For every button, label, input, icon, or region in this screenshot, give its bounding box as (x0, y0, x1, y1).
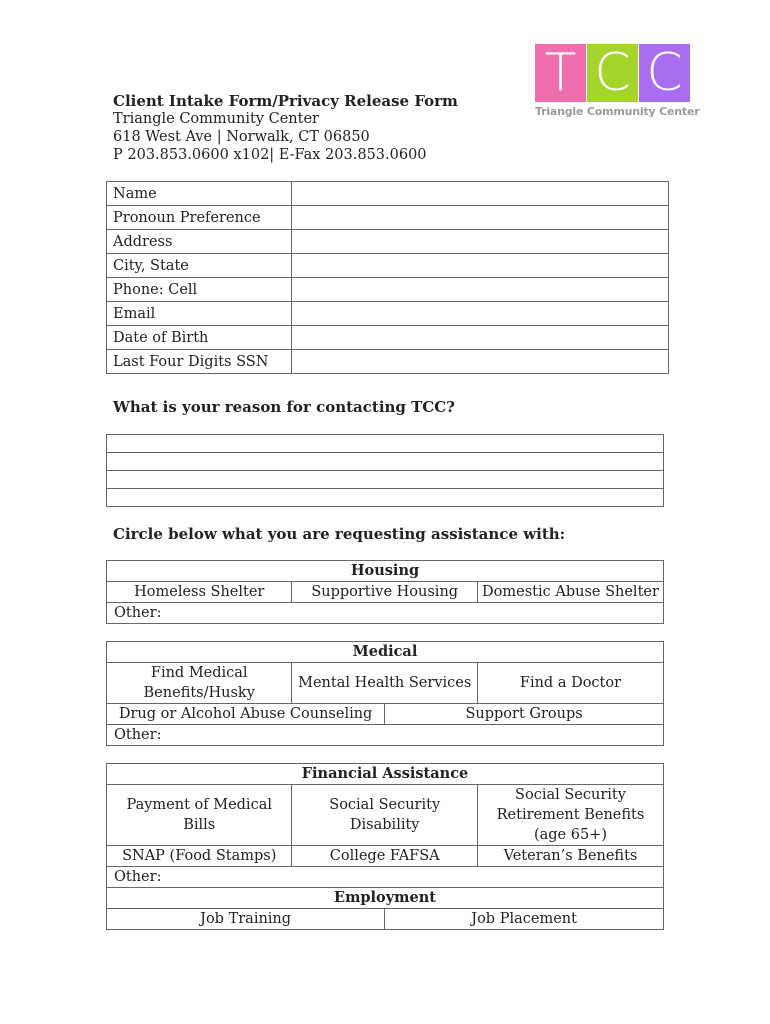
reason-line (107, 471, 664, 489)
field-row-email (107, 302, 669, 326)
option-snap[interactable]: SNAP (Food Stamps) (107, 846, 292, 867)
financial-other-field[interactable]: Other: (107, 867, 664, 888)
form-title: Client Intake Form/Privacy Release Form (113, 92, 458, 110)
option-veterans-benefits[interactable]: Veteran’s Benefits (477, 846, 663, 867)
address-input-cell[interactable] (292, 230, 669, 254)
phone-input-cell[interactable] (292, 278, 669, 302)
logo-letter-c2: C (639, 44, 690, 102)
field-label: City, State (107, 254, 292, 278)
option-college-fafsa[interactable]: College FAFSA (292, 846, 477, 867)
field-label: Name (107, 182, 292, 206)
option-support-groups[interactable]: Support Groups (385, 704, 664, 725)
reason-input-cell[interactable] (107, 471, 664, 489)
assist-question: Circle below what you are requesting assistance with: (113, 525, 566, 543)
option-find-a-doctor[interactable]: Find a Doctor (477, 663, 663, 704)
tcc-logo (535, 43, 700, 118)
medical-other-field[interactable]: Other: (107, 725, 664, 746)
option-drug-alcohol-counseling[interactable]: Drug or Alcohol Abuse Counseling (107, 704, 385, 725)
reason-line (107, 435, 664, 453)
field-label: Last Four Digits SSN (107, 350, 292, 374)
field-row-phone (107, 278, 669, 302)
medical-table (106, 641, 664, 746)
field-label: Address (107, 230, 292, 254)
field-label: Phone: Cell (107, 278, 292, 302)
logo-letter-t: T (535, 44, 586, 102)
option-mental-health-services[interactable]: Mental Health Services (292, 663, 477, 704)
pronoun-input-cell[interactable] (292, 206, 669, 230)
reason-input-cell[interactable] (107, 435, 664, 453)
option-supportive-housing[interactable]: Supportive Housing (292, 582, 477, 603)
financial-employment-table (106, 763, 664, 930)
reason-input-cell[interactable] (107, 453, 664, 471)
reason-input-cell[interactable] (107, 489, 664, 507)
option-domestic-abuse-shelter[interactable]: Domestic Abuse Shelter (477, 582, 663, 603)
form-header (113, 92, 458, 164)
name-input-cell[interactable] (292, 182, 669, 206)
field-label: Date of Birth (107, 326, 292, 350)
option-job-training[interactable]: Job Training (107, 909, 385, 930)
client-info-table (106, 181, 669, 374)
reason-lines-table (106, 434, 664, 507)
housing-heading: Housing (107, 561, 664, 582)
logo-caption: Triangle Community Center (535, 105, 700, 118)
field-row-address (107, 230, 669, 254)
financial-heading: Financial Assistance (107, 764, 664, 785)
option-job-placement[interactable]: Job Placement (385, 909, 664, 930)
option-homeless-shelter[interactable]: Homeless Shelter (107, 582, 292, 603)
field-label: Pronoun Preference (107, 206, 292, 230)
field-row-pronoun (107, 206, 669, 230)
housing-other-field[interactable]: Other: (107, 603, 664, 624)
email-input-cell[interactable] (292, 302, 669, 326)
option-social-security-disability[interactable]: Social Security Disability (292, 785, 477, 846)
option-payment-medical-bills[interactable]: Payment of Medical Bills (107, 785, 292, 846)
field-row-name (107, 182, 669, 206)
org-phone: P 203.853.0600 x102| E-Fax 203.853.0600 (113, 147, 427, 163)
logo-letter-c1: C (587, 44, 638, 102)
field-row-city-state (107, 254, 669, 278)
org-name: Triangle Community Center (113, 111, 319, 127)
option-find-medical-benefits[interactable]: Find Medical Benefits/Husky (107, 663, 292, 704)
medical-heading: Medical (107, 642, 664, 663)
housing-table (106, 560, 664, 624)
ssn-input-cell[interactable] (292, 350, 669, 374)
employment-heading: Employment (107, 888, 664, 909)
reason-line (107, 489, 664, 507)
reason-question: What is your reason for contacting TCC? (113, 398, 455, 416)
reason-line (107, 453, 664, 471)
city-state-input-cell[interactable] (292, 254, 669, 278)
field-label: Email (107, 302, 292, 326)
dob-input-cell[interactable] (292, 326, 669, 350)
org-address: 618 West Ave | Norwalk, CT 06850 (113, 129, 370, 145)
option-social-security-retirement[interactable]: Social Security Retirement Benefits (age 65+) (477, 785, 663, 846)
field-row-dob (107, 326, 669, 350)
field-row-ssn (107, 350, 669, 374)
